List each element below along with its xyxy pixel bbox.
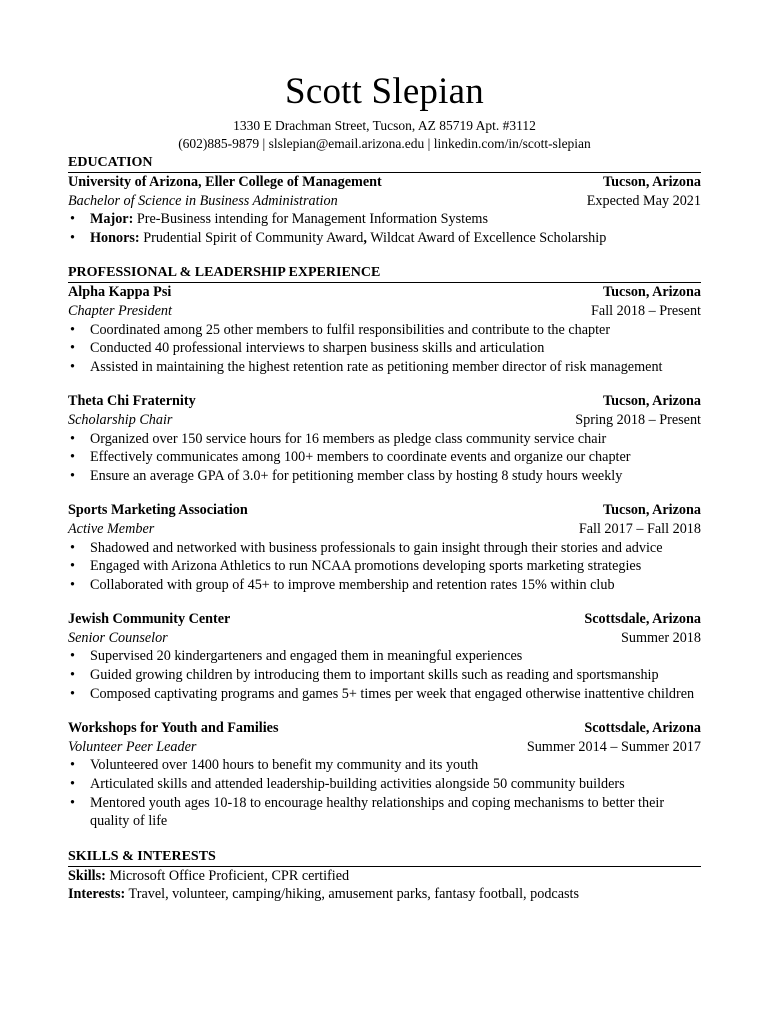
experience-bullet: • Composed captivating programs and games 5+ times per week that engaged otherwise inattentive children bbox=[68, 685, 701, 704]
skills-line bbox=[68, 867, 701, 886]
experience-bullet: • Volunteered over 1400 hours to benefit my community and its youth bbox=[68, 756, 701, 775]
skills-label: Skills: bbox=[68, 867, 106, 884]
education-degree-row bbox=[68, 192, 701, 211]
experience-bullets bbox=[68, 756, 701, 830]
experience-org: Workshops for Youth and Families bbox=[68, 720, 279, 737]
experience-entry bbox=[68, 283, 701, 376]
experience-bullet: • Shadowed and networked with business professionals to gain insight through their stories and advice bbox=[68, 539, 701, 558]
experience-date: Fall 2018 – Present bbox=[591, 302, 701, 319]
experience-org: Alpha Kappa Psi bbox=[68, 284, 172, 301]
experience-role: Senior Counselor bbox=[68, 629, 168, 646]
experience-location: Tucson, Arizona bbox=[602, 502, 701, 519]
experience-org-row bbox=[68, 719, 701, 738]
experience-bullets bbox=[68, 321, 701, 377]
experience-bullet: • Ensure an average GPA of 3.0+ for petitioning member class by hosting 8 study hours weekly bbox=[68, 467, 701, 486]
experience-org-row bbox=[68, 392, 701, 411]
education-bullet-honors bbox=[68, 229, 701, 248]
skills-text: Microsoft Office Proficient, CPR certified bbox=[105, 867, 350, 884]
education-bullets bbox=[68, 210, 701, 247]
experience-location: Tucson, Arizona bbox=[602, 284, 701, 301]
experience-bullet: • Mentored youth ages 10-18 to encourage healthy relationships and coping mechanisms to better their quality of life bbox=[68, 794, 701, 831]
interests-label: Interests: bbox=[68, 886, 126, 903]
resume-page bbox=[68, 70, 701, 904]
honors-comma: , bbox=[363, 229, 367, 246]
experience-entry bbox=[68, 501, 701, 594]
experience-bullet: • Collaborated with group of 45+ to improve membership and retention rates 15% within club bbox=[68, 576, 701, 595]
experience-role-row bbox=[68, 520, 701, 539]
experience-bullet: • Articulated skills and attended leadership-building activities alongside 50 community builders bbox=[68, 775, 701, 794]
applicant-name: Scott Slepian bbox=[285, 71, 484, 112]
experience-bullets bbox=[68, 539, 701, 595]
degree-name: Bachelor of Science in Business Administration bbox=[68, 192, 338, 209]
experience-date: Fall 2017 – Fall 2018 bbox=[578, 520, 701, 537]
experience-heading: PROFESSIONAL & LEADERSHIP EXPERIENCE bbox=[68, 264, 701, 283]
experience-location: Scottsdale, Arizona bbox=[584, 611, 701, 628]
experience-bullets bbox=[68, 647, 701, 703]
experience-role-row bbox=[68, 629, 701, 648]
experience-role-row bbox=[68, 411, 701, 430]
experience-location: Scottsdale, Arizona bbox=[584, 720, 701, 737]
experience-entry bbox=[68, 610, 701, 703]
experience-entry bbox=[68, 392, 701, 485]
experience-role-row bbox=[68, 302, 701, 321]
degree-date: Expected May 2021 bbox=[586, 192, 701, 209]
experience-role-row bbox=[68, 738, 701, 757]
experience-bullet: • Conducted 40 professional interviews to sharpen business skills and articulation bbox=[68, 339, 701, 358]
experience-bullet: • Coordinated among 25 other members to fulfil responsibilities and contribute to the chapter bbox=[68, 321, 701, 340]
major-text: Pre-Business intending for Management Information Systems bbox=[133, 211, 488, 228]
experience-org: Sports Marketing Association bbox=[68, 502, 248, 519]
honors-text-b: Wildcat Award of Excellence Scholarship bbox=[366, 229, 607, 246]
school-name: University of Arizona, Eller College of Management bbox=[68, 174, 382, 190]
address-line: 1330 E Drachman Street, Tucson, AZ 85719 Apt. #3112 bbox=[233, 118, 536, 133]
experience-org-row bbox=[68, 501, 701, 520]
education-bullet-major bbox=[68, 210, 701, 229]
experience-bullet: • Effectively communicates among 100+ members to coordinate events and organize our chapter bbox=[68, 448, 701, 467]
experience-org-row bbox=[68, 283, 701, 302]
experience-role: Volunteer Peer Leader bbox=[68, 738, 197, 755]
experience-bullet: • Engaged with Arizona Athletics to run NCAA promotions developing sports marketing strategies bbox=[68, 557, 701, 576]
education-school-row bbox=[68, 173, 701, 192]
experience-bullet: • Assisted in maintaining the highest retention rate as petitioning member director of risk management bbox=[68, 358, 701, 377]
experience-org: Theta Chi Fraternity bbox=[68, 393, 196, 410]
education-heading: EDUCATION bbox=[68, 154, 701, 173]
experience-date: Summer 2018 bbox=[621, 629, 701, 646]
skills-heading: SKILLS & INTERESTS bbox=[68, 848, 701, 867]
honors-text-a: Prudential Spirit of Community Award bbox=[139, 229, 364, 246]
school-location: Tucson, Arizona bbox=[602, 174, 701, 190]
experience-bullets bbox=[68, 430, 701, 486]
experience-date: Summer 2014 – Summer 2017 bbox=[526, 738, 701, 755]
experience-bullet: • Organized over 150 service hours for 16 members as pledge class community service chair bbox=[68, 430, 701, 449]
experience-entry bbox=[68, 719, 701, 831]
major-label: Major: bbox=[90, 211, 134, 228]
experience-org-row bbox=[68, 610, 701, 629]
experience-role: Scholarship Chair bbox=[68, 411, 173, 428]
experience-role: Chapter President bbox=[68, 302, 172, 319]
experience-bullet: • Supervised 20 kindergarteners and engaged them in meaningful experiences bbox=[68, 647, 701, 666]
honors-label: Honors: bbox=[90, 229, 140, 246]
experience-bullet: • Guided growing children by introducing them to important skills such as reading and sportsmanship bbox=[68, 666, 701, 685]
contact-line: (602)885-9879 | slslepian@email.arizona.edu | linkedin.com/in/scott-slepian bbox=[178, 135, 591, 151]
experience-org: Jewish Community Center bbox=[68, 611, 231, 628]
interests-line bbox=[68, 885, 701, 904]
experience-role: Active Member bbox=[68, 520, 155, 537]
experience-date: Spring 2018 – Present bbox=[575, 411, 701, 428]
interests-text: Travel, volunteer, camping/hiking, amusement parks, fantasy football, podcasts bbox=[125, 886, 580, 903]
experience-location: Tucson, Arizona bbox=[602, 393, 701, 410]
experience-list bbox=[68, 283, 701, 830]
